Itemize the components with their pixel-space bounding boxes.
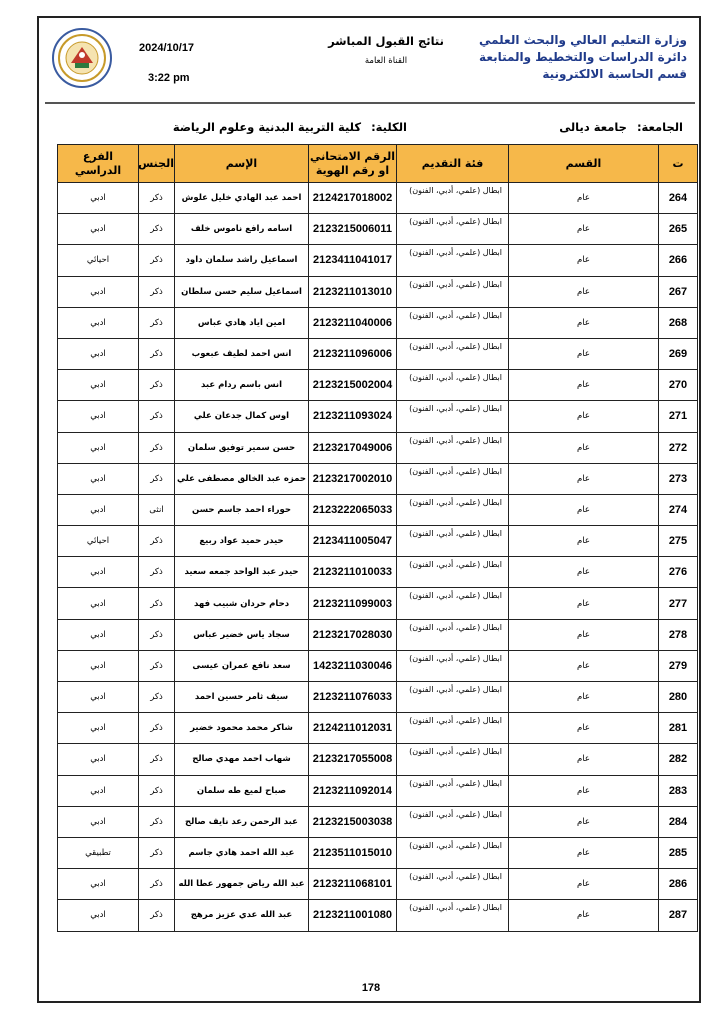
cell-name: شهاب احمد مهدي صالح bbox=[175, 744, 309, 775]
cell-seq: 275 bbox=[659, 526, 698, 557]
cell-seq: 284 bbox=[659, 806, 698, 837]
cell-name: انس احمد لطيف عبعوب bbox=[175, 338, 309, 369]
cell-category: ابطال (علمي، أدبي، الفنون) bbox=[397, 806, 509, 837]
cell-category: ابطال (علمي، أدبي، الفنون) bbox=[397, 338, 509, 369]
cell-dept: عام bbox=[509, 401, 659, 432]
ministry-line-1: وزارة التعليم العالي والبحث العلمي bbox=[478, 33, 687, 47]
cell-branch: ادبي bbox=[58, 370, 139, 401]
cell-seq: 273 bbox=[659, 463, 698, 494]
ministry-line-2: دائرة الدراسات والتخطيط والمتابعة bbox=[479, 50, 687, 64]
cell-seq: 270 bbox=[659, 370, 698, 401]
cell-name: حسن سمير توفيق سلمان bbox=[175, 432, 309, 463]
ministry-line-3: قسم الحاسبة الالكترونية bbox=[542, 67, 687, 81]
cell-seq: 278 bbox=[659, 619, 698, 650]
cell-seq: 269 bbox=[659, 338, 698, 369]
cell-name: حيدر حميد عواد ربيع bbox=[175, 526, 309, 557]
table-row bbox=[58, 183, 698, 214]
cell-gender: ذكر bbox=[139, 432, 175, 463]
cell-seq: 276 bbox=[659, 557, 698, 588]
ministry-heading bbox=[479, 32, 687, 83]
cell-gender: ذكر bbox=[139, 900, 175, 931]
cell-seq: 267 bbox=[659, 276, 698, 307]
cell-exam-id: 2123217028030 bbox=[309, 619, 397, 650]
cell-dept: عام bbox=[509, 463, 659, 494]
cell-seq: 271 bbox=[659, 401, 698, 432]
cell-seq: 274 bbox=[659, 494, 698, 525]
cell-seq: 283 bbox=[659, 775, 698, 806]
cell-name: اسماعيل راشد سلمان داود bbox=[175, 245, 309, 276]
table-row bbox=[58, 837, 698, 868]
cell-name: انس باسم ردام عبد bbox=[175, 370, 309, 401]
table-row bbox=[58, 401, 698, 432]
cell-dept: عام bbox=[509, 806, 659, 837]
cell-branch: ادبي bbox=[58, 775, 139, 806]
table-row bbox=[58, 650, 698, 681]
cell-exam-id: 2123411041017 bbox=[309, 245, 397, 276]
header-divider bbox=[45, 102, 695, 104]
page-number: 178 bbox=[361, 982, 381, 994]
cell-dept: عام bbox=[509, 338, 659, 369]
cell-category: ابطال (علمي، أدبي، الفنون) bbox=[397, 744, 509, 775]
cell-exam-id: 1423211030046 bbox=[309, 650, 397, 681]
cell-exam-id: 2123411005047 bbox=[309, 526, 397, 557]
table-row bbox=[58, 619, 698, 650]
college-label: الكلية: bbox=[371, 120, 407, 134]
ministry-seal-logo bbox=[51, 27, 113, 89]
cell-category: ابطال (علمي، أدبي، الفنون) bbox=[397, 183, 509, 214]
cell-exam-id: 2123211076033 bbox=[309, 682, 397, 713]
document-header bbox=[39, 18, 703, 100]
cell-exam-id: 2123215006011 bbox=[309, 214, 397, 245]
cell-exam-id: 2123211092014 bbox=[309, 775, 397, 806]
cell-name: اوس كمال جدعان علي bbox=[175, 401, 309, 432]
cell-name: عبد الله رياض جمهور عطا الله bbox=[175, 869, 309, 900]
cell-gender: ذكر bbox=[139, 214, 175, 245]
cell-gender: ذكر bbox=[139, 588, 175, 619]
cell-gender: ذكر bbox=[139, 775, 175, 806]
cell-gender: ذكر bbox=[139, 713, 175, 744]
cell-category: ابطال (علمي، أدبي، الفنون) bbox=[397, 276, 509, 307]
cell-gender: ذكر bbox=[139, 183, 175, 214]
cell-branch: ادبي bbox=[58, 432, 139, 463]
table-row bbox=[58, 307, 698, 338]
cell-seq: 266 bbox=[659, 245, 698, 276]
cell-gender: ذكر bbox=[139, 526, 175, 557]
cell-dept: عام bbox=[509, 900, 659, 931]
document-title: نتائج القبول المباشر bbox=[328, 34, 444, 48]
cell-dept: عام bbox=[509, 869, 659, 900]
table-row bbox=[58, 214, 698, 245]
cell-exam-id: 2123222065033 bbox=[309, 494, 397, 525]
table-row bbox=[58, 682, 698, 713]
cell-dept: عام bbox=[509, 588, 659, 619]
cell-name: دحام حردان شبيب فهد bbox=[175, 588, 309, 619]
cell-dept: عام bbox=[509, 370, 659, 401]
cell-seq: 279 bbox=[659, 650, 698, 681]
cell-name: صباح لميع طه سلمان bbox=[175, 775, 309, 806]
cell-branch: ادبي bbox=[58, 682, 139, 713]
cell-gender: ذكر bbox=[139, 338, 175, 369]
cell-seq: 280 bbox=[659, 682, 698, 713]
cell-category: ابطال (علمي، أدبي، الفنون) bbox=[397, 494, 509, 525]
cell-seq: 268 bbox=[659, 307, 698, 338]
cell-branch: تطبيقي bbox=[58, 837, 139, 868]
table-row bbox=[58, 526, 698, 557]
cell-gender: ذكر bbox=[139, 806, 175, 837]
cell-exam-id: 2123215002004 bbox=[309, 370, 397, 401]
col-header-seq: ت bbox=[659, 145, 698, 183]
cell-category: ابطال (علمي، أدبي، الفنون) bbox=[397, 837, 509, 868]
cell-branch: ادبي bbox=[58, 401, 139, 432]
table-row bbox=[58, 869, 698, 900]
cell-branch: ادبي bbox=[58, 588, 139, 619]
document-subtitle: القناة العامة bbox=[364, 56, 408, 66]
cell-category: ابطال (علمي، أدبي، الفنون) bbox=[397, 432, 509, 463]
table-row bbox=[58, 806, 698, 837]
cell-category: ابطال (علمي، أدبي، الفنون) bbox=[397, 370, 509, 401]
cell-name: سجاد ياس خضير عباس bbox=[175, 619, 309, 650]
cell-gender: ذكر bbox=[139, 557, 175, 588]
cell-branch: ادبي bbox=[58, 214, 139, 245]
cell-branch: ادبي bbox=[58, 183, 139, 214]
cell-gender: ذكر bbox=[139, 307, 175, 338]
cell-seq: 272 bbox=[659, 432, 698, 463]
col-header-category: فئة التقديم bbox=[397, 145, 509, 183]
cell-category: ابطال (علمي، أدبي، الفنون) bbox=[397, 588, 509, 619]
col-header-branch: الفرع الدراسي bbox=[58, 145, 139, 183]
col-header-name: الإسم bbox=[175, 145, 309, 183]
college-value: كلية التربية البدنية وعلوم الرياضة bbox=[172, 120, 362, 134]
cell-seq: 282 bbox=[659, 744, 698, 775]
print-date: 2024/10/17 bbox=[139, 42, 195, 54]
university-label: الجامعة: bbox=[636, 120, 683, 134]
cell-category: ابطال (علمي، أدبي، الفنون) bbox=[397, 401, 509, 432]
cell-branch: ادبي bbox=[58, 494, 139, 525]
cell-name: حمزه عبد الخالق مصطفى علي bbox=[175, 463, 309, 494]
table-row bbox=[58, 588, 698, 619]
cell-category: ابطال (علمي، أدبي، الفنون) bbox=[397, 713, 509, 744]
cell-category: ابطال (علمي، أدبي، الفنون) bbox=[397, 775, 509, 806]
cell-branch: ادبي bbox=[58, 900, 139, 931]
cell-category: ابطال (علمي، أدبي، الفنون) bbox=[397, 214, 509, 245]
cell-branch: احيائي bbox=[58, 526, 139, 557]
cell-exam-id: 2123217002010 bbox=[309, 463, 397, 494]
cell-exam-id: 2123211013010 bbox=[309, 276, 397, 307]
cell-category: ابطال (علمي، أدبي، الفنون) bbox=[397, 463, 509, 494]
cell-gender: ذكر bbox=[139, 276, 175, 307]
cell-seq: 264 bbox=[659, 183, 698, 214]
cell-name: اسامه رافع ناموس خلف bbox=[175, 214, 309, 245]
cell-dept: عام bbox=[509, 713, 659, 744]
cell-category: ابطال (علمي، أدبي، الفنون) bbox=[397, 650, 509, 681]
cell-seq: 285 bbox=[659, 837, 698, 868]
cell-branch: ادبي bbox=[58, 713, 139, 744]
cell-gender: ذكر bbox=[139, 463, 175, 494]
university-info bbox=[559, 120, 683, 134]
cell-dept: عام bbox=[509, 837, 659, 868]
cell-name: سيف ثامر حسين احمد bbox=[175, 682, 309, 713]
cell-dept: عام bbox=[509, 432, 659, 463]
cell-name: عبد الرحمن رعد نايف صالح bbox=[175, 806, 309, 837]
cell-name: عبد الله عدي عزيز مرهج bbox=[175, 900, 309, 931]
cell-exam-id: 2123211096006 bbox=[309, 338, 397, 369]
cell-name: اسماعيل سليم حسن سلطان bbox=[175, 276, 309, 307]
cell-name: سعد نافع عمران عيسى bbox=[175, 650, 309, 681]
cell-category: ابطال (علمي، أدبي، الفنون) bbox=[397, 245, 509, 276]
cell-name: شاكر محمد محمود خضير bbox=[175, 713, 309, 744]
cell-dept: عام bbox=[509, 307, 659, 338]
table-row bbox=[58, 900, 698, 931]
cell-exam-id: 2123211099003 bbox=[309, 588, 397, 619]
col-header-dept: القسم bbox=[509, 145, 659, 183]
cell-dept: عام bbox=[509, 682, 659, 713]
cell-category: ابطال (علمي، أدبي، الفنون) bbox=[397, 869, 509, 900]
cell-seq: 286 bbox=[659, 869, 698, 900]
table-row bbox=[58, 432, 698, 463]
print-time: 3:22 pm bbox=[148, 72, 190, 84]
cell-exam-id: 2123211040006 bbox=[309, 307, 397, 338]
cell-exam-id: 2123215003038 bbox=[309, 806, 397, 837]
cell-gender: ذكر bbox=[139, 619, 175, 650]
cell-branch: ادبي bbox=[58, 276, 139, 307]
cell-category: ابطال (علمي، أدبي، الفنون) bbox=[397, 900, 509, 931]
cell-gender: ذكر bbox=[139, 370, 175, 401]
table-row bbox=[58, 338, 698, 369]
cell-name: امين اياد هادي عباس bbox=[175, 307, 309, 338]
university-value: جامعة ديالى bbox=[559, 120, 627, 134]
cell-seq: 287 bbox=[659, 900, 698, 931]
college-info bbox=[173, 120, 407, 134]
cell-dept: عام bbox=[509, 619, 659, 650]
cell-gender: ذكر bbox=[139, 869, 175, 900]
cell-exam-id: 2123217055008 bbox=[309, 744, 397, 775]
cell-exam-id: 2124217018002 bbox=[309, 183, 397, 214]
cell-dept: عام bbox=[509, 245, 659, 276]
cell-category: ابطال (علمي، أدبي، الفنون) bbox=[397, 619, 509, 650]
cell-name: حوراء احمد جاسم حسن bbox=[175, 494, 309, 525]
cell-gender: ذكر bbox=[139, 837, 175, 868]
cell-dept: عام bbox=[509, 775, 659, 806]
cell-branch: ادبي bbox=[58, 744, 139, 775]
table-row bbox=[58, 463, 698, 494]
cell-name: احمد عبد الهادي خليل علوش bbox=[175, 183, 309, 214]
cell-exam-id: 2123211068101 bbox=[309, 869, 397, 900]
cell-branch: ادبي bbox=[58, 307, 139, 338]
cell-category: ابطال (علمي، أدبي، الفنون) bbox=[397, 526, 509, 557]
cell-dept: عام bbox=[509, 650, 659, 681]
cell-name: عبد الله احمد هادي جاسم bbox=[175, 837, 309, 868]
cell-exam-id: 2123211093024 bbox=[309, 401, 397, 432]
cell-seq: 281 bbox=[659, 713, 698, 744]
table-row bbox=[58, 713, 698, 744]
table-header-row bbox=[58, 145, 698, 183]
cell-seq: 277 bbox=[659, 588, 698, 619]
cell-branch: ادبي bbox=[58, 557, 139, 588]
cell-exam-id: 2123211001080 bbox=[309, 900, 397, 931]
cell-gender: ذكر bbox=[139, 245, 175, 276]
cell-branch: ادبي bbox=[58, 650, 139, 681]
table-row bbox=[58, 370, 698, 401]
cell-category: ابطال (علمي، أدبي، الفنون) bbox=[397, 307, 509, 338]
cell-branch: ادبي bbox=[58, 463, 139, 494]
cell-dept: عام bbox=[509, 744, 659, 775]
cell-branch: ادبي bbox=[58, 338, 139, 369]
cell-gender: ذكر bbox=[139, 401, 175, 432]
cell-gender: ذكر bbox=[139, 682, 175, 713]
table-row bbox=[58, 276, 698, 307]
cell-dept: عام bbox=[509, 494, 659, 525]
cell-dept: عام bbox=[509, 214, 659, 245]
cell-exam-id: 2123511015010 bbox=[309, 837, 397, 868]
cell-dept: عام bbox=[509, 526, 659, 557]
document-title-block bbox=[301, 34, 471, 66]
cell-exam-id: 2124211012031 bbox=[309, 713, 397, 744]
cell-branch: ادبي bbox=[58, 619, 139, 650]
table-row bbox=[58, 245, 698, 276]
cell-category: ابطال (علمي، أدبي، الفنون) bbox=[397, 682, 509, 713]
table-row bbox=[58, 744, 698, 775]
cell-dept: عام bbox=[509, 276, 659, 307]
cell-branch: احيائي bbox=[58, 245, 139, 276]
cell-gender: ذكر bbox=[139, 650, 175, 681]
col-header-gender: الجنس bbox=[139, 145, 175, 183]
table-row bbox=[58, 494, 698, 525]
cell-branch: ادبي bbox=[58, 806, 139, 837]
cell-exam-id: 2123217049006 bbox=[309, 432, 397, 463]
cell-category: ابطال (علمي، أدبي، الفنون) bbox=[397, 557, 509, 588]
table-row bbox=[58, 557, 698, 588]
cell-dept: عام bbox=[509, 557, 659, 588]
cell-name: حيدر عبد الواحد جمعه سعيد bbox=[175, 557, 309, 588]
admissions-table bbox=[57, 144, 698, 932]
document-page bbox=[37, 16, 701, 1003]
cell-gender: انثى bbox=[139, 494, 175, 525]
cell-exam-id: 2123211010033 bbox=[309, 557, 397, 588]
cell-seq: 265 bbox=[659, 214, 698, 245]
table-row bbox=[58, 775, 698, 806]
col-header-exam-id: الرقم الامتحاني او رقم الهوية bbox=[309, 145, 397, 183]
cell-gender: ذكر bbox=[139, 744, 175, 775]
cell-dept: عام bbox=[509, 183, 659, 214]
cell-branch: ادبي bbox=[58, 869, 139, 900]
